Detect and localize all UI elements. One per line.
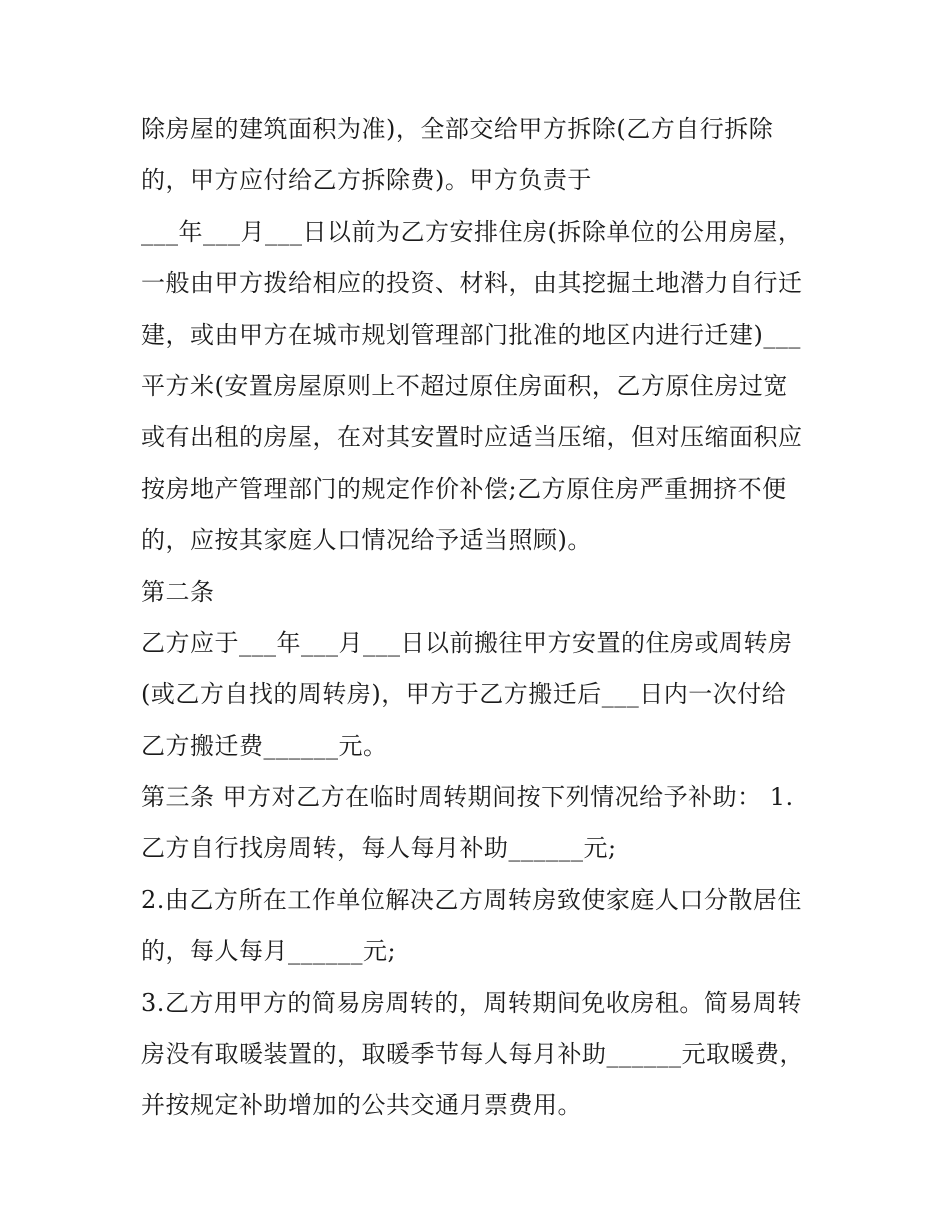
text-line: 3.乙方用甲方的简易房周转的，周转期间免收房租。简易周转 (141, 988, 802, 1017)
text-line: 2.由乙方所在工作单位解决乙方周转房致使家庭人口分散居住 (141, 885, 802, 914)
text-line: 乙方搬迁费______元。 (141, 731, 388, 760)
text-line: 的，应按其家庭人口情况给予适当照顾)。 (141, 526, 592, 555)
contract-text (141, 104, 821, 1132)
text-line: 并按规定补助增加的公共交通月票费用。 (141, 1091, 582, 1120)
text-line: 乙方自行找房周转，每人每月补助______元; (141, 834, 617, 863)
text-line: 一般由甲方拨给相应的投资、材料，由其挖掘土地潜力自行迁 (141, 269, 803, 298)
text-line: (或乙方自找的周转房)，甲方于乙方搬迁后___日内一次付给 (141, 680, 787, 709)
article-heading: 第二条 (141, 577, 215, 606)
text-line: 按房地产管理部门的规定作价补偿;乙方原住房严重拥挤不便 (141, 474, 787, 503)
text-line: 的，甲方应付给乙方拆除费)。甲方负责于 (141, 166, 592, 195)
text-line: 的，每人每月______元; (141, 937, 397, 966)
article-heading: 第三条 甲方对乙方在临时周转期间按下列情况给予补助： 1. (141, 783, 794, 812)
text-line: 房没有取暖装置的，取暖季节每人每月补助______元取暖费， (141, 1040, 804, 1069)
text-line: 建，或由甲方在城市规划管理部门批准的地区内进行迁建)___ (141, 320, 801, 349)
text-line: ___年___月___日以前为乙方安排住房(拆除单位的公用房屋， (141, 217, 803, 246)
text-line: 除房屋的建筑面积为准)，全部交给甲方拆除(乙方自行拆除 (141, 115, 774, 143)
text-line: 或有出租的房屋，在对其安置时应适当压缩，但对压缩面积应 (141, 423, 803, 452)
text-line: 平方米(安置房屋原则上不超过原住房面积，乙方原住房过宽 (141, 371, 788, 400)
text-line: 乙方应于___年___月___日以前搬往甲方安置的住房或周转房 (141, 628, 793, 657)
